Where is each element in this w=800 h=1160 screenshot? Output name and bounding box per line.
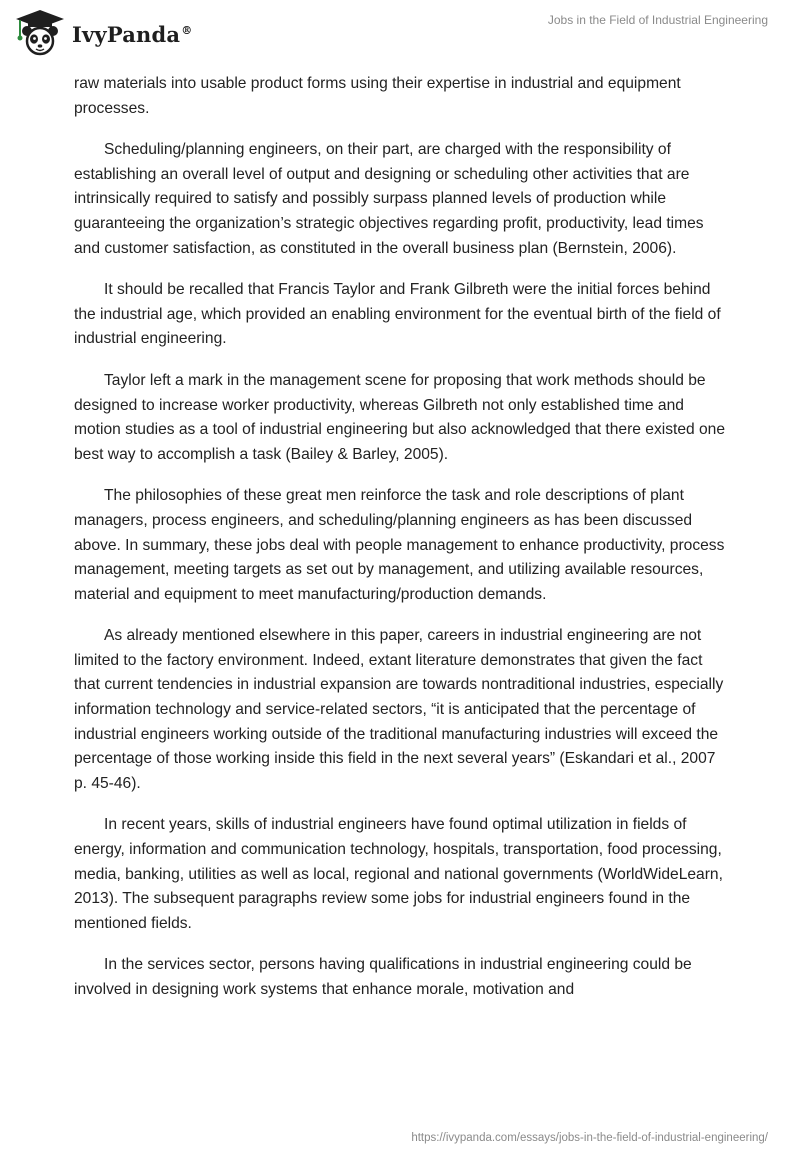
panda-graduate-logo-icon <box>14 8 66 56</box>
source-url-link[interactable]: https://ivypanda.com/essays/jobs-in-the-field-of-industrial-engineering/ <box>411 1132 768 1144</box>
paragraph: As already mentioned elsewhere in this paper, careers in industrial engineering are not limited to the factory environment. Indeed, extant literature demonstrates that given the fact that current tendencies in industrial expansion are towards nontraditional industries, especially information technology and service-related sectors, “it is anticipated that the percentage of industrial engineers working outside of the traditional manufacturing industries will exceed the percentage of those working inside this field in the next several years” (Eskandari et al., 2007 p. 45-46). <box>74 627 724 792</box>
paragraph: In the services sector, persons having qualifications in industrial engineering could be involved in designing work systems that enhance morale, motivation and <box>74 956 692 998</box>
brand-name: IvyPanda® <box>72 21 193 47</box>
paragraph: The philosophies of these great men reinforce the task and role descriptions of plant managers, process engineers, and scheduling/planning engineers as has been discussed above. In summary, these jobs deal with people management to enhance productivity, process management, meeting targets as set out by management, and utilizing available resources, material and equipment to meet manufacturing/production demands. <box>74 487 725 603</box>
paragraph: Taylor left a mark in the management scene for proposing that work methods should be designed to increase worker productivity, whereas Gilbreth not only established time and motion studies as a tool of industrial engineering but also acknowledged that there existed one best way to accomplish a task (Bailey & Barley, 2005). <box>74 371 726 463</box>
paragraph: Scheduling/planning engineers, on their part, are charged with the responsibility of establishing an overall level of output and designing or scheduling other activities that are intrinsically required to satisfy and possibly surpass planned levels of production while guaranteeing the organization’s strategic objectives regarding profit, productivity, lead times and customer satisfaction, as constituted in the overall business plan (Bernstein, 2006). <box>74 141 704 257</box>
brand-logo[interactable] <box>14 8 192 56</box>
essay-body <box>74 72 726 1020</box>
paragraph: It should be recalled that Francis Taylor and Frank Gilbreth were the initial forces behind the industrial age, which provided an enabling environment for the eventual birth of the field of industrial engineering. <box>74 281 721 348</box>
paragraph: raw materials into usable product forms using their expertise in industrial and equipment processes. <box>74 75 681 117</box>
paragraph: In recent years, skills of industrial engineers have found optimal utilization in fields of energy, information and communication technology, hospitals, transportation, food processing, media, banking, utilities as well as local, regional and national governments (WorldWideLearn, 2013). The subsequent paragraphs review some jobs for industrial engineers found in the mentioned fields. <box>74 816 723 932</box>
registered-mark: ® <box>181 23 193 37</box>
page-header <box>0 0 800 70</box>
document-title: Jobs in the Field of Industrial Engineering <box>547 13 768 27</box>
